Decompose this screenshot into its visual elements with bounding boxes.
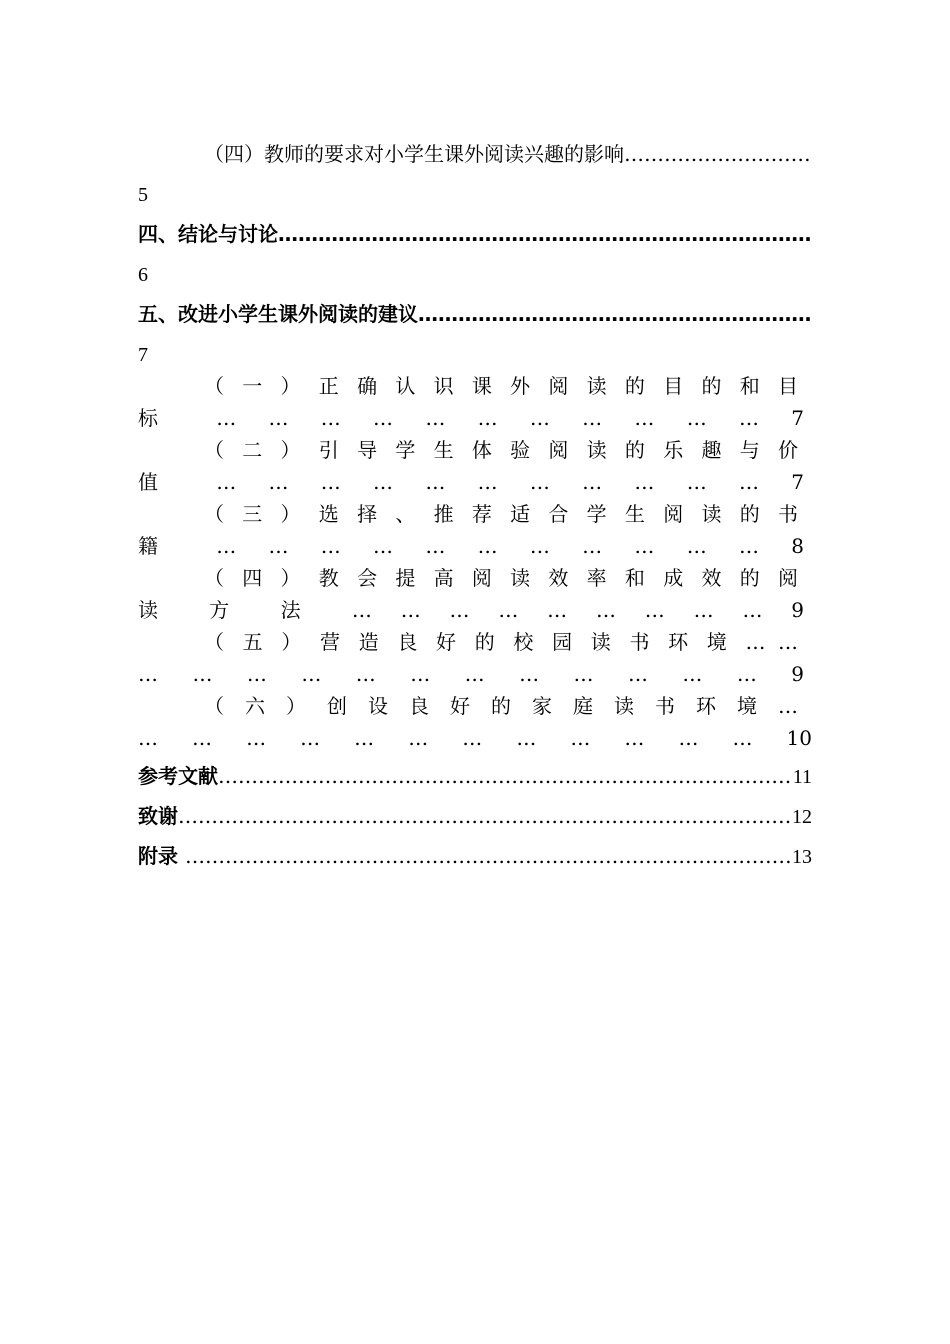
toc-entry-title: 致谢 — [138, 804, 178, 828]
toc-entry-teacher-requirements — [204, 139, 812, 169]
toc-page-number: 12 — [792, 806, 812, 828]
toc-page-number: 7 — [138, 344, 148, 366]
toc-entry-title: 参考文献 — [138, 764, 218, 788]
toc-leader — [278, 219, 812, 249]
toc-page-number: 5 — [138, 184, 148, 206]
toc-subentry-1-line-b: 标 … … … … … … … … … … … 7 — [138, 406, 804, 430]
toc-page-number: 11 — [792, 766, 812, 788]
toc-page-number: 13 — [792, 846, 812, 868]
toc-subentry-5-line-a: （ 五 ） 营 造 良 好 的 校 园 读 书 环 境 … … — [204, 630, 798, 654]
toc-subentry-1-line-a: （ 一 ） 正 确 认 识 课 外 阅 读 的 目 的 和 目 — [204, 374, 798, 398]
toc-subentry-2-line-b: 值 … … … … … … … … … … … 7 — [138, 470, 804, 494]
toc-entry-title: 四、结论与讨论 — [138, 222, 278, 246]
toc-entry-appendix — [138, 841, 812, 871]
toc-leader — [178, 801, 792, 831]
toc-page-number: 6 — [138, 264, 148, 286]
toc-leader — [624, 139, 812, 169]
toc-leader — [418, 299, 812, 329]
toc-entry-title: 五、改进小学生课外阅读的建议 — [138, 302, 418, 326]
toc-subentry-5-line-b: … … … … … … … … … … … … 9 — [138, 662, 804, 686]
toc-entry-conclusion — [138, 219, 812, 249]
toc-subentry-4-line-b: 读 方 法 … … … … … … … … … 9 — [138, 598, 804, 622]
toc-subentry-4-line-a: （ 四 ） 教 会 提 高 阅 读 效 率 和 成 效 的 阅 — [204, 566, 798, 590]
toc-subentry-3-line-a: （ 三 ） 选 择 、 推 荐 适 合 学 生 阅 读 的 书 — [204, 502, 798, 526]
toc-entry-suggestions — [138, 299, 812, 329]
toc-leader — [218, 761, 793, 791]
toc-entry-references — [138, 761, 812, 791]
toc-entry-title: （四）教师的要求对小学生课外阅读兴趣的影响 — [204, 142, 624, 166]
toc-entry-acknowledgements — [138, 801, 812, 831]
toc-subentry-6-line-b: … … … … … … … … … … … … 10 — [138, 726, 812, 750]
toc-entry-title: 附录 — [138, 844, 185, 868]
toc-leader — [185, 841, 792, 871]
toc-subentry-2-line-a: （ 二 ） 引 导 学 生 体 验 阅 读 的 乐 趣 与 价 — [204, 438, 798, 462]
toc-subentry-6-line-a: （ 六 ） 创 设 良 好 的 家 庭 读 书 环 境 … — [204, 694, 798, 718]
toc-subentry-3-line-b: 籍 … … … … … … … … … … … 8 — [138, 534, 804, 558]
